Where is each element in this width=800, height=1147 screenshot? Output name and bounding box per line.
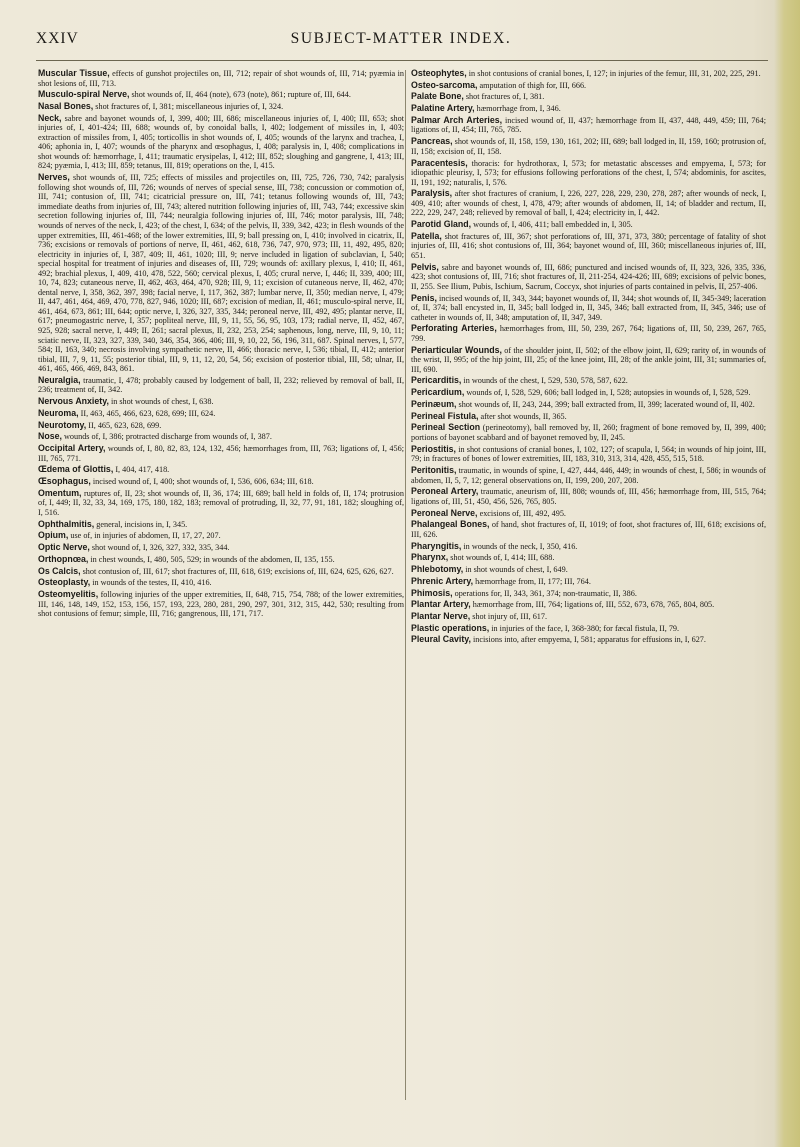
entry-heading: Plastic operations,: [411, 622, 490, 633]
index-entry: [411, 542, 766, 552]
entry-text: incised wounds of, II, 343, 344; bayonet wounds of, II, 344; shot wounds of, II, 345-349; laceration of, II, 374; ball encysted in, II, 345; ball lodged in, II, 345, 346; ball extracted from, II, 345, 346; use of catheter in wounds of, II, 348; amputation of, II, 347, 349.: [411, 293, 766, 322]
entry-text: shot wounds of, II, 464 (note), 673 (note), 861; rupture of, III, 644.: [129, 90, 351, 100]
index-entry: [38, 102, 404, 112]
entry-heading: Periarticular Wounds,: [411, 344, 502, 355]
entry-text: wounds of, I, 406, 411; ball embedded in, I, 305.: [471, 220, 633, 230]
page-number: XXIV: [36, 30, 79, 47]
entry-text: in wounds of the neck, I, 350, 416.: [461, 541, 578, 551]
entry-heading: Peroneal Artery,: [411, 486, 479, 497]
entry-heading: Perinæum,: [411, 398, 457, 409]
entry-heading: Perineal Section: [411, 422, 481, 433]
entry-text: II, 465, 623, 628, 699.: [86, 420, 162, 430]
entry-text: shot injury of, III, 617.: [470, 611, 548, 621]
index-entry: [411, 624, 766, 634]
index-entry: [411, 220, 766, 230]
entry-heading: Peritonitis,: [411, 464, 457, 475]
entry-heading: Pericardium,: [411, 387, 465, 398]
index-entry: [411, 635, 766, 645]
entry-text: in injuries of the face, I, 368-380; for fæcal fistula, II, 79.: [489, 623, 680, 633]
entry-text: after shot wounds, II, 365.: [478, 411, 567, 421]
index-entry: [38, 432, 404, 442]
index-entry: [38, 444, 404, 463]
entry-heading: Optic Nerve,: [38, 542, 90, 553]
header-rule: [36, 60, 768, 61]
entry-text: hæmorrhage from, I, 346.: [474, 104, 561, 114]
entry-text: sabre and bayonet wounds of, III, 686; punctured and incised wounds of, II, 323, 326, 335, 336, 423; shot contusions of, III, 716; shot fractures of, II, 211-254, 424-426; III, 689; excisions of pelvic bones, II, 255. See Ilium, Pubis, Ischium, Sacrum, Coccyx, shot injuries of parts contained in pelvis, II, 257-406.: [411, 262, 766, 291]
index-entry: [38, 477, 404, 487]
entry-heading: Perforating Arteries,: [411, 323, 497, 334]
index-entry: [411, 388, 766, 398]
index-entry: [411, 263, 766, 292]
entry-heading: Osteomyelitis,: [38, 589, 99, 600]
index-entry: [38, 90, 404, 100]
index-entry: [38, 543, 404, 553]
index-entry: [411, 376, 766, 386]
entry-text: shot wounds of, II, 243, 244, 399; ball extracted from, II, 399; lacerated wound of, II, 402.: [456, 399, 755, 409]
entry-text: hæmorrhage from, II, 177; III, 764.: [473, 576, 591, 586]
entry-text: shot wounds of, I, 414; III, 688.: [448, 553, 555, 563]
right-column: [411, 69, 766, 647]
index-entry: [38, 567, 404, 577]
entry-text: in chest wounds, I, 480, 505, 529; in wounds of the abdomen, II, 135, 155.: [88, 554, 335, 564]
index-entry: [38, 578, 404, 588]
entry-text: shot fractures of, I, 381.: [463, 92, 545, 102]
entry-heading: Orthopnœa,: [38, 553, 89, 564]
index-entry: [38, 520, 404, 530]
entry-heading: Palmar Arch Arteries,: [411, 114, 503, 125]
entry-text: after shot fractures of cranium, I, 226, 227, 228, 229, 230, 278, 287; after wounds of neck, I, 409, 410; after wounds of chest, I, 478, 479; after wounds of abdomen, II, 14; of bladder and rectum, II, 222, 229, 247, 248; relieved by removal of ball, I, 424; electricity in, I, 442.: [411, 189, 766, 218]
entry-text: of the shoulder joint, II, 502; of the elbow joint, II, 629; rarity of, in wounds of the wrist, II, 995; of the hip joint, III, 25; of the knee joint, III, 28; of the ankle joint, III, 31; summaries of, III, 690.: [411, 345, 767, 374]
index-entry: [411, 159, 766, 188]
index-entry: [38, 555, 404, 565]
entry-text: traumatic, in wounds of spine, I, 427, 444, 446, 449; in wounds of chest, I, 586; in wounds of abdomen, II, 5, 7, 12; general observations on, II, 199, 200, 207, 208.: [411, 465, 766, 485]
entry-text: hæmorrhages from, III, 50, 239, 267, 764; ligations of, III, 50, 239, 267, 765, 799.: [411, 324, 767, 343]
entry-heading: Palatine Artery,: [411, 103, 475, 114]
index-entry: [38, 173, 404, 373]
index-entry: [411, 137, 766, 156]
index-entry: [38, 531, 404, 541]
entry-heading: Perineal Fistula,: [411, 410, 479, 421]
entry-heading: Pharyngitis,: [411, 540, 462, 551]
entry-text: shot wounds of, II, 158, 159, 130, 161, 202; III, 689; ball lodged in, II, 159, 160; protrusion of, II, 158; excision of, II, 158.: [411, 137, 766, 156]
entry-heading: Neuralgia,: [38, 374, 81, 385]
index-entry: [411, 577, 766, 587]
entry-heading: Pericarditis,: [411, 375, 462, 386]
entry-text: in shot contusions of cranial bones, I, 127; in injuries of the femur, III, 31, 202, 225, 291.: [466, 69, 761, 78]
entry-heading: Pelvis,: [411, 261, 439, 272]
entry-text: of hand, shot fractures of, II, 1019; of foot, shot fractures of, III, 618; excisions of, III, 626.: [411, 520, 767, 539]
entry-text: (perineotomy), ball removed by, II, 260; fragment of bone removed by, II, 399, 400; portions of bayonet scabbard and of bayonet removed by, II, 245.: [411, 423, 767, 442]
entry-heading: Periostitis,: [411, 443, 456, 454]
index-entry: [411, 116, 766, 135]
entry-heading: Nervous Anxiety,: [38, 396, 109, 407]
entry-heading: Opium,: [38, 530, 69, 541]
index-entry: [411, 324, 766, 343]
index-entry: [38, 590, 404, 619]
entry-heading: Nose,: [38, 431, 62, 442]
entry-heading: Plantar Nerve,: [411, 610, 471, 621]
entry-text: I, 404, 417, 418.: [113, 465, 170, 475]
entry-text: wounds of, I, 80, 82, 83, 124, 132, 456; hæmorrhages from, III, 763; ligations of, I, 456; III, 765, 771.: [38, 444, 404, 463]
entry-heading: Pancreas,: [411, 136, 453, 147]
entry-text: use of, in injuries of abdomen, II, 17, 27, 207.: [68, 531, 221, 541]
entry-heading: Paralysis,: [411, 188, 453, 199]
entry-text: effects of gunshot projectiles on, III, 712; repair of shot wounds of, III, 714; pyæmia in shot lesions of, III, 713.: [38, 69, 405, 88]
index-entry: [411, 189, 766, 218]
entry-text: following injuries of the upper extremities, II, 648, 715, 754, 788; of the lower extremities, III, 146, 148, 149, 152, 153, 156, 157, 193, 223, 280, 281, 290, 297, 301, 312, 315, 442, 530; resulting from shot contusions of femur; simple, III, 716; gangrenous, III, 171, 717.: [38, 590, 404, 619]
index-entry: [38, 376, 404, 395]
entry-heading: Os Calcis,: [38, 565, 81, 576]
index-entry: [38, 409, 404, 419]
entry-text: shot fractures of, I, 381; miscellaneous injuries of, I, 324.: [93, 102, 284, 112]
entry-text: shot wounds of, III, 725; effects of missiles and projectiles on, III, 725, 726, 730, 742; paralysis following shot wounds of, III, 726; wounds of nerves of special sense, III, 738; concussion or commotion of, III, 741; contusion of, III, 741; cicatricial pressure on, III, 741; tetanus following wounds of, III, 743; immediate deaths from injuries of, III, 743; altered nutrition following injuries of, III, 743, 744; excessive skin secretion following injuries of, III, 744; neuralgia following injuries of, III, 746; motor paralysis, III, 748; wounds of nerves of the neck, I, 423; of the chest, I, 634; of the pelvis, II, 339, 342, 423; in flesh wounds of the upper extremities, III, 461-468; of the lower extremities, III, 9; ball pressing on, I, 410; involved in cicatrix, II, 736; excisions or removals of portions of nerve, II, 461, 462, 618, 736, 747, 970, 973; III, 11, 492, 495, 820; electricity in injuries of, I, 387, 409; II, 461, 1020; III, 9; nerve included in ligation of subclavian, I, 540; special hospital for treatment of injuries and diseases of, III, 729; wounds of: axillary plexus, I, 410; II, 461, 492; brachial plexus, I, 409, 410, 478, 522, 560; cervical plexus, I, 405; crural nerve, I, 446; II, 339, 400; III, 10, 74, 823; cutaneous nerve, II, 462, 463, 464, 470, 928; III, 9, 11; excision of cutaneous nerve, II, 462, 470; dental nerve, I, 358, 362, 397, 398; facial nerve, I, 117, 362, 387; lumbar nerve, II, 350; median nerve, I, 479; II, 447, 461, 464, 469, 470, 778, 827, 946, 1020; III, 687; excision of median, II, 461; musculo-spiral nerve, II, 461, 464, 673, 861; III, 644; optic nerve, I, 326, 327, 335, 344; peroneal nerve, III, 492, 495; plantar nerve, II, 617; pneumogastric nerve, I, 357; popliteal nerve, III, 9, 11, 55, 56, 95, 103, 173; radial nerve, II, 452, 467, 925, 928; sacral nerve, I, 449; II, 261; sacral plexus, II, 232, 253, 254; saphenous, long, nerve, III, 9, 10, 11; sciatic nerve, II, 323, 327, 339, 340, 346, 354, 366, 406; III, 9, 10, 22, 56, 196, 311, 687. Spinal nerves, I, 577, 584; II, 163, 340; necrosis involving sympathetic nerve, II, 466; thoracic nerve, I, 536; tibial, II, 412; anterior tibial, III, 7, 9, 11, 55; posterior tibial, III, 9, 11, 12, 20, 54, 56; excision of posterior tibial, III, 58; ulnar, II, 461, 465, 466, 469, 843, 861.: [38, 173, 404, 374]
running-header: [36, 30, 766, 52]
entry-heading: Osteophytes,: [411, 68, 467, 78]
index-entry: [411, 294, 766, 323]
entry-heading: Patella,: [411, 230, 442, 241]
entry-text: ruptures of, II, 23; shot wounds of, II, 36, 174; III, 689; ball held in folds of, II, 174; protrusion of, I, 449; II, 32, 33, 34, 169, 175, 180, 182, 183; removal of protruding, II, 32, 77, 91, 181, 182; sloughing of, I, 516.: [38, 488, 404, 517]
index-entry: [38, 465, 404, 475]
entry-text: wounds of, I, 528, 529, 606; ball lodged in, I, 528; autopsies in wounds of, I, 528, 529.: [464, 388, 751, 398]
entry-text: traumatic, I, 478; probably caused by lodgement of ball, II, 232; relieved by removal of ball, II, 236; treatment of, II, 342.: [38, 375, 404, 395]
entry-text: incisions into, after empyema, I, 581; apparatus for effusions in, I, 627.: [470, 635, 706, 645]
entry-text: general, incisions in, I, 345.: [94, 519, 188, 529]
entry-text: hæmorrhage from, III, 764; ligations of, III, 552, 673, 678, 765, 804, 805.: [470, 600, 715, 610]
index-entry: [411, 81, 766, 91]
index-entry: [411, 487, 766, 506]
index-entry: [411, 565, 766, 575]
index-entry: [38, 397, 404, 407]
entry-heading: Parotid Gland,: [411, 219, 472, 230]
page-edge: [774, 0, 800, 1147]
entry-text: incised wound of, I, 400; shot wounds of, I, 536, 606, 634; III, 618.: [90, 477, 314, 487]
entry-heading: Phrenic Artery,: [411, 575, 474, 586]
index-entry: [38, 114, 404, 171]
index-entry: [411, 445, 766, 464]
page-title: SUBJECT-MATTER INDEX.: [290, 30, 512, 47]
entry-text: in shot wounds of chest, I, 638.: [108, 397, 214, 407]
entry-heading: Omentum,: [38, 487, 82, 498]
entry-text: thoracis: for hydrothorax, I, 573; for metastatic abscesses and empyema, I, 573; for idiopathic pleurisy, I, 573; for effusions following perforations of the chest, I, 574; abdominis, for ascites, II, 191, 192; naturalis, I, 576.: [411, 158, 766, 187]
entry-heading: Occipital Artery,: [38, 443, 106, 454]
index-entry: [38, 489, 404, 518]
entry-heading: Nerves,: [38, 172, 70, 183]
entry-heading: Phimosis,: [411, 587, 453, 598]
entry-heading: Pharynx,: [411, 552, 449, 563]
entry-heading: Œsophagus,: [38, 476, 91, 487]
entry-heading: Œdema of Glottis,: [38, 464, 114, 475]
entry-heading: Osteo-sarcoma,: [411, 79, 478, 90]
entry-heading: Ophthalmitis,: [38, 518, 95, 529]
entry-text: shot fractures of, III, 367; shot perforations of, III, 371, 373, 380; percentage of fatality of shot injuries of, III, 416; shot contusions of, III, 364; bayonet wound of, III, 360; miscellaneous injuries of, III, 651.: [411, 231, 766, 260]
index-entry: [411, 520, 766, 539]
entry-heading: Osteoplasty,: [38, 577, 91, 588]
entry-heading: Neurotomy,: [38, 419, 87, 430]
index-entry: [411, 92, 766, 102]
index-entry: [411, 612, 766, 622]
entry-text: sabre and bayonet wounds of, I, 399, 400; III, 686; miscellaneous injuries of, I, 400; III, 653; shot injuries of, I, 401-424; III, 688; wounds of, by conoidal balls, I, 402; lodgement of missiles in, I, 403; extraction of missiles from, I, 405; torticollis in shot wounds of, I, 405; wounds of the larynx and trachea, I, 406; aphonia in, I, 407; wounds of the pharynx and œsophagus, I, 408; paralysis in, I, 408; complications in shot wounds of: hæmorrhage, I, 411; traumatic erysipelas, I, 412; III, 852; sloughing and gangrene, I, 413; III, 824; pyæmia, I, 413; III, 859; tetanus, III, 819; operations on the, I, 415.: [38, 113, 404, 171]
entry-heading: Phalangeal Bones,: [411, 519, 490, 530]
index-entry: [411, 466, 766, 485]
index-entry: [411, 400, 766, 410]
entry-text: amputation of thigh for, III, 666.: [477, 80, 587, 90]
index-entry: [411, 423, 766, 442]
entry-heading: Pleural Cavity,: [411, 634, 471, 645]
entry-heading: Plantar Artery,: [411, 599, 471, 610]
entry-text: shot contusion of, III, 617; shot fractures of, III, 618, 619; excisions of, III, 624, 625, 626, 627.: [80, 566, 394, 576]
index-entry: [411, 412, 766, 422]
entry-heading: Palate Bone,: [411, 91, 464, 102]
index-entry: [411, 553, 766, 563]
entry-heading: Muscular Tissue,: [38, 68, 110, 78]
entry-text: in wounds of the chest, I, 529, 530, 578, 587, 622.: [461, 376, 628, 386]
entry-text: in shot contusions of cranial bones, I, 102, 127; of scapula, I, 564; in wounds of hip joint, III, 79; in fractures of bones of lower extremities, III, 183, 310, 313, 314, 428, 455, 515, 518.: [411, 444, 766, 464]
entry-text: in wounds of the testes, II, 410, 416.: [90, 578, 212, 588]
index-entry: [411, 589, 766, 599]
entry-text: incised wound of, II, 437; hæmorrhage from II, 437, 448, 449, 459; III, 764; ligations of, II, 454; III, 765, 785.: [411, 115, 766, 135]
entry-heading: Musculo-spiral Nerve,: [38, 89, 130, 100]
entry-text: traumatic, aneurism of, III, 808; wounds of, III, 456; hæmorrhage from, III, 515, 764; ligations of, III, 51, 450, 456, 526, 765, 805.: [411, 487, 766, 506]
entry-heading: Peroneal Nerve,: [411, 507, 478, 518]
index-entry: [411, 509, 766, 519]
left-column: [38, 69, 404, 621]
entry-heading: Neuroma,: [38, 407, 79, 418]
column-divider: [405, 70, 406, 1100]
entry-heading: Penis,: [411, 292, 437, 303]
entry-heading: Nasal Bones,: [38, 101, 94, 112]
index-entry: [411, 69, 766, 79]
entry-text: excisions of, III, 492, 495.: [477, 508, 566, 518]
entry-heading: Phlebotomy,: [411, 564, 464, 575]
index-entry: [411, 232, 766, 261]
entry-text: in shot wounds of chest, I, 649.: [463, 565, 568, 575]
index-entry: [411, 346, 766, 375]
index-entry: [411, 104, 766, 114]
entry-heading: Paracentesis,: [411, 157, 468, 168]
index-entry: [38, 69, 404, 88]
entry-heading: Neck,: [38, 112, 62, 123]
index-entry: [411, 600, 766, 610]
entry-text: operations for, II, 343, 361, 374; non-traumatic, II, 386.: [452, 588, 637, 598]
index-entry: [38, 421, 404, 431]
entry-text: shot wound of, I, 326, 327, 332, 335, 344.: [89, 543, 230, 553]
entry-text: II, 463, 465, 466, 623, 628, 699; III, 624.: [78, 408, 216, 418]
entry-text: wounds of, I, 386; protracted discharge from wounds of, I, 387.: [61, 432, 272, 442]
